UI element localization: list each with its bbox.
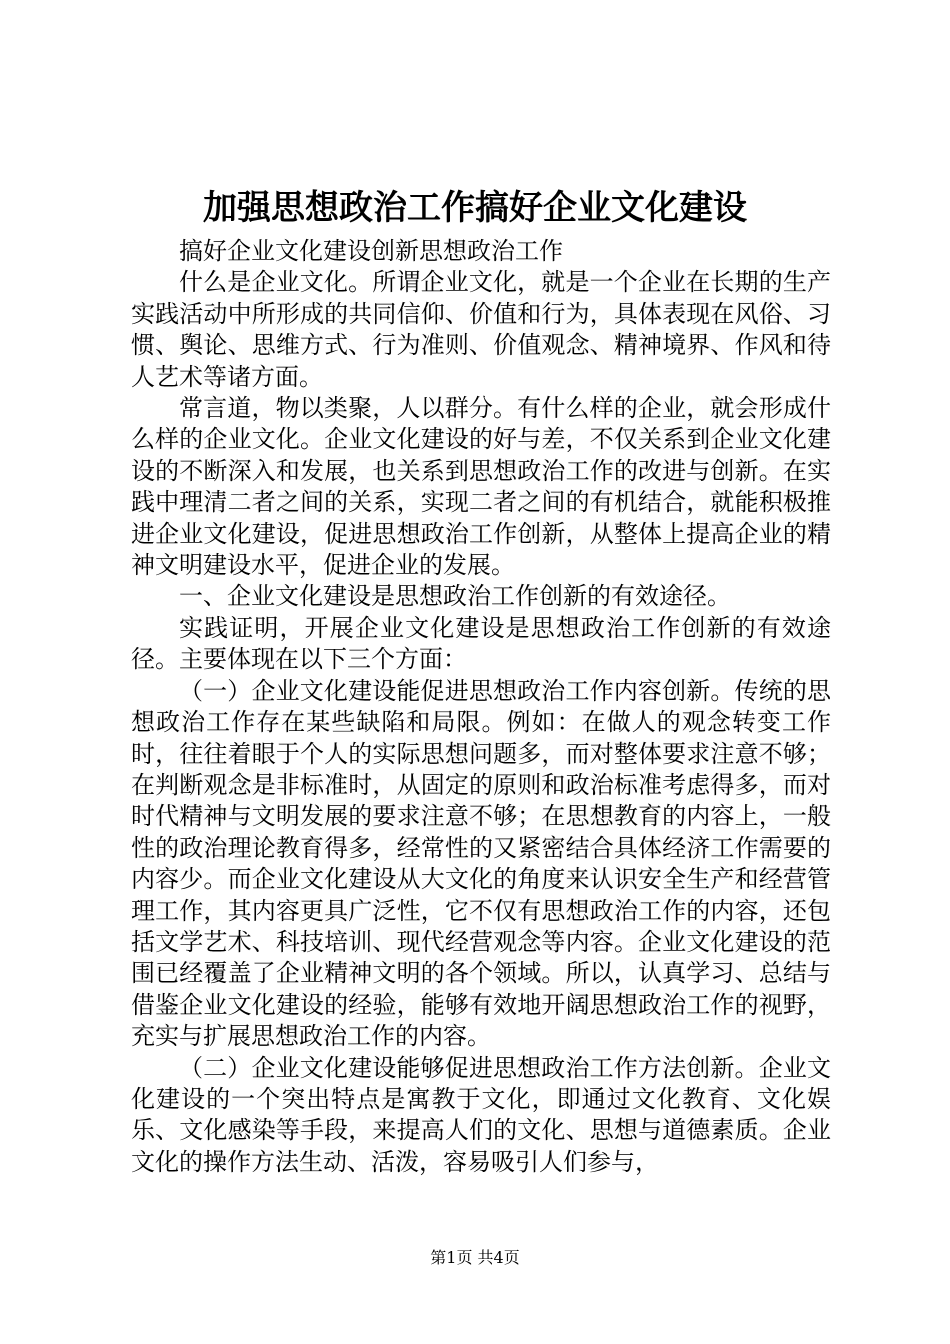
paragraph: （一）企业文化建设能促进思想政治工作内容创新。传统的思想政治工作存在某些缺陷和局限。例如：在做人的观念转变工作时，往往着眼于个人的实际思想问题多，而对整体要求注意不够；在判断观念是非标准时，从固定的原则和政治标准考虑得多，而对时代精神与文明发展的要求注意不够；在思想教育的内容上，一般性的政治理论教育得多，经常性的又紧密结合具体经济工作需要的内容少。而企业文化建设从大文化的角度来认识安全生产和经营管理工作，其内容更具广泛性，它不仅有思想政治工作的内容，还包括文学艺术、科技培训、现代经营观念等内容。企业文化建设的范围已经覆盖了企业精神文明的各个领域。所以，认真学习、总结与借鉴企业文化建设的经验，能够有效地开阔思想政治工作的视野，充实与扩展思想政治工作的内容。: [131, 676, 831, 1051]
paragraph-subtitle: 搞好企业文化建设创新思想政治工作: [179, 237, 563, 265]
section-heading: 一、企业文化建设是思想政治工作创新的有效途径。: [179, 582, 731, 611]
page-number-footer: 第1页 共4页: [430, 1248, 520, 1267]
document-body: [131, 236, 831, 1178]
paragraph: 什么是企业文化。所谓企业文化，就是一个企业在长期的生产实践活动中所形成的共同信仰、价值和行为，具体表现在风俗、习惯、舆论、思维方式、行为准则、价值观念、精神境界、作风和待人艺术等诸方面。: [131, 268, 831, 391]
paragraph: 实践证明，开展企业文化建设是思想政治工作创新的有效途径。主要体现在以下三个方面：: [131, 613, 831, 674]
paragraph: 常言道，物以类聚，人以群分。有什么样的企业，就会形成什么样的企业文化。企业文化建设的好与差，不仅关系到企业文化建设的不断深入和发展，也关系到思想政治工作的改进与创新。在实践中理清二者之间的关系，实现二者之间的有机结合，就能积极推进企业文化建设，促进思想政治工作创新，从整体上提高企业的精神文明建设水平，促进企业的发展。: [131, 394, 831, 580]
paragraph: （二）企业文化建设能够促进思想政治工作方法创新。企业文化建设的一个突出特点是寓教于文化，即通过文化教育、文化娱乐、文化感染等手段，来提高人们的文化、思想与道德素质。企业文化的操作方法生动、活泼，容易吸引人们参与，: [131, 1053, 831, 1176]
document-title: 加强思想政治工作搞好企业文化建设: [203, 188, 747, 228]
